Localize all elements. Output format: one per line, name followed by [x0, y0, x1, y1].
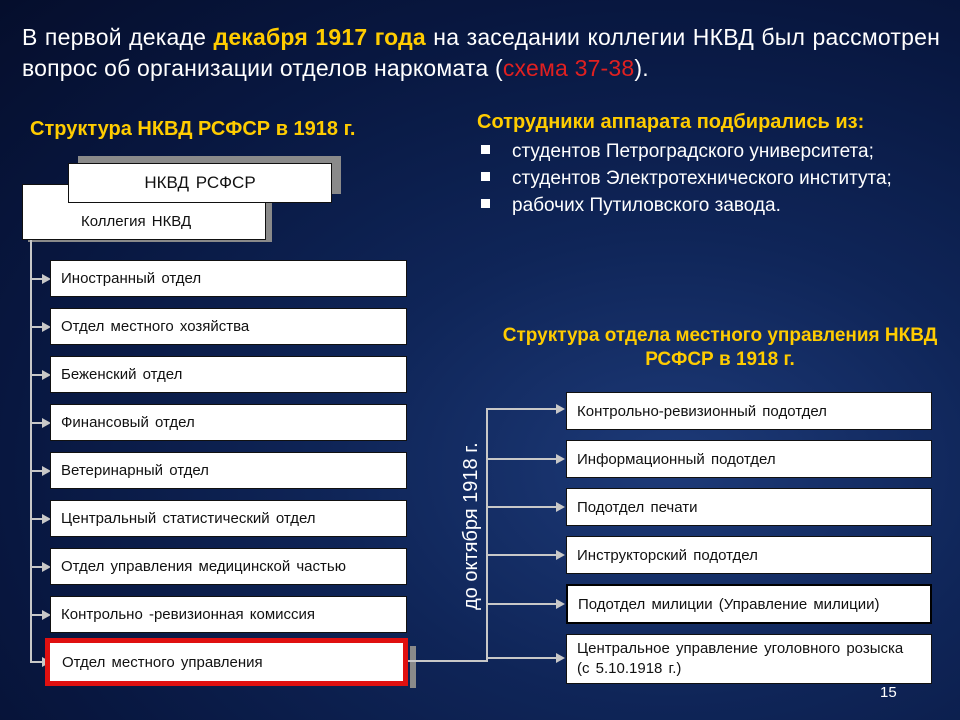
intro-part2: на заседании коллегии НКВД был рассмотрен вопрос об организации отделов наркомата ( — [22, 24, 940, 81]
subdepartment-box — [566, 634, 932, 684]
department-label: Отдел местного хозяйства — [61, 318, 250, 335]
arrow-right-icon — [556, 550, 565, 560]
department-box — [50, 260, 407, 297]
department-label: Ветеринарный отдел — [61, 462, 209, 479]
connector-branch — [30, 422, 42, 424]
right-tree-trunk — [486, 408, 488, 662]
arrow-right-icon — [556, 599, 565, 609]
staff-item-text: студентов Петроградского университета; — [512, 141, 874, 162]
connector-branch — [30, 566, 42, 568]
connector-branch — [30, 326, 42, 328]
department-box — [50, 596, 407, 633]
intro-date-highlight: декабря 1917 года — [213, 24, 426, 50]
connector-horizontal — [408, 660, 488, 662]
subdepartment-box — [566, 488, 932, 526]
staff-list — [477, 138, 937, 219]
subdepartment-label: Подотдел милиции (Управление милиции) — [578, 595, 880, 613]
department-label: Центральный статистический отдел — [61, 510, 316, 527]
top-box-label: НКВД РСФСР — [144, 173, 256, 192]
arrow-right-icon — [556, 502, 565, 512]
connector-branch — [30, 614, 42, 616]
subdepartment-label: Информационный подотдел — [577, 450, 776, 468]
collegium-label: Коллегия НКВД — [81, 212, 192, 230]
staff-item-text: рабочих Путиловского завода. — [512, 195, 781, 216]
connector-branch — [486, 657, 556, 659]
staff-list-item — [477, 138, 937, 165]
department-box — [50, 500, 407, 537]
department-box — [50, 308, 407, 345]
subdepartment-label: Подотдел печати — [577, 498, 698, 516]
subdepartment-box — [566, 392, 932, 430]
vertical-period-label: до октября 1918 г. — [460, 442, 482, 610]
connector-branch — [30, 661, 42, 663]
arrow-right-icon — [556, 454, 565, 464]
highlight-shadow — [410, 646, 416, 688]
subdepartment-box — [566, 536, 932, 574]
connector-branch — [486, 458, 556, 460]
square-bullet-icon — [481, 172, 490, 181]
connector-branch — [30, 278, 42, 280]
department-box — [50, 404, 407, 441]
left-tree-trunk — [30, 240, 32, 661]
department-label: Контрольно -ревизионная комиссия — [61, 606, 316, 623]
intro-part3: ). — [634, 55, 649, 81]
department-label: Отдел управления медицинской частью — [61, 558, 346, 575]
staff-list-item — [477, 192, 937, 219]
department-label: Беженский отдел — [61, 366, 183, 383]
right-heading: Структура отдела местного управления НКВД РСФСР в 1918 г. — [502, 325, 938, 370]
connector-branch — [30, 374, 42, 376]
connector-branch — [486, 408, 556, 410]
department-label: Отдел местного управления — [62, 653, 263, 671]
arrow-right-icon — [556, 653, 565, 663]
square-bullet-icon — [481, 199, 490, 208]
left-heading: Структура НКВД РСФСР в 1918 г. — [30, 118, 356, 140]
connector-branch — [486, 554, 556, 556]
connector-branch — [486, 603, 556, 605]
connector-branch — [30, 518, 42, 520]
department-box — [50, 356, 407, 393]
arrow-right-icon — [556, 404, 565, 414]
intro-paragraph — [22, 22, 940, 84]
subdepartment-label: Контрольно-ревизионный подотдел — [577, 402, 827, 420]
connector-branch — [30, 470, 42, 472]
staff-item-text: студентов Электротехнического института; — [512, 168, 892, 189]
subdepartment-box — [566, 440, 932, 478]
department-box-highlighted — [45, 638, 408, 686]
subdepartment-label: Центральное управление уголовного розыска (с 5.10.1918 г.) — [577, 640, 904, 677]
connector-branch — [486, 506, 556, 508]
top-box — [68, 163, 332, 203]
staff-heading: Сотрудники аппарата подбирались из: — [477, 111, 865, 133]
department-box — [50, 548, 407, 585]
page-number: 15 — [880, 684, 897, 701]
subdepartment-box-militia — [566, 584, 932, 624]
square-bullet-icon — [481, 145, 490, 154]
department-label: Иностранный отдел — [61, 270, 202, 287]
intro-part1: В первой декаде — [22, 24, 214, 50]
intro-scheme-ref: схема 37-38 — [502, 55, 635, 81]
department-box — [50, 452, 407, 489]
department-label: Финансовый отдел — [61, 414, 195, 431]
subdepartment-label: Инструкторский подотдел — [577, 546, 758, 564]
staff-list-item — [477, 165, 937, 192]
